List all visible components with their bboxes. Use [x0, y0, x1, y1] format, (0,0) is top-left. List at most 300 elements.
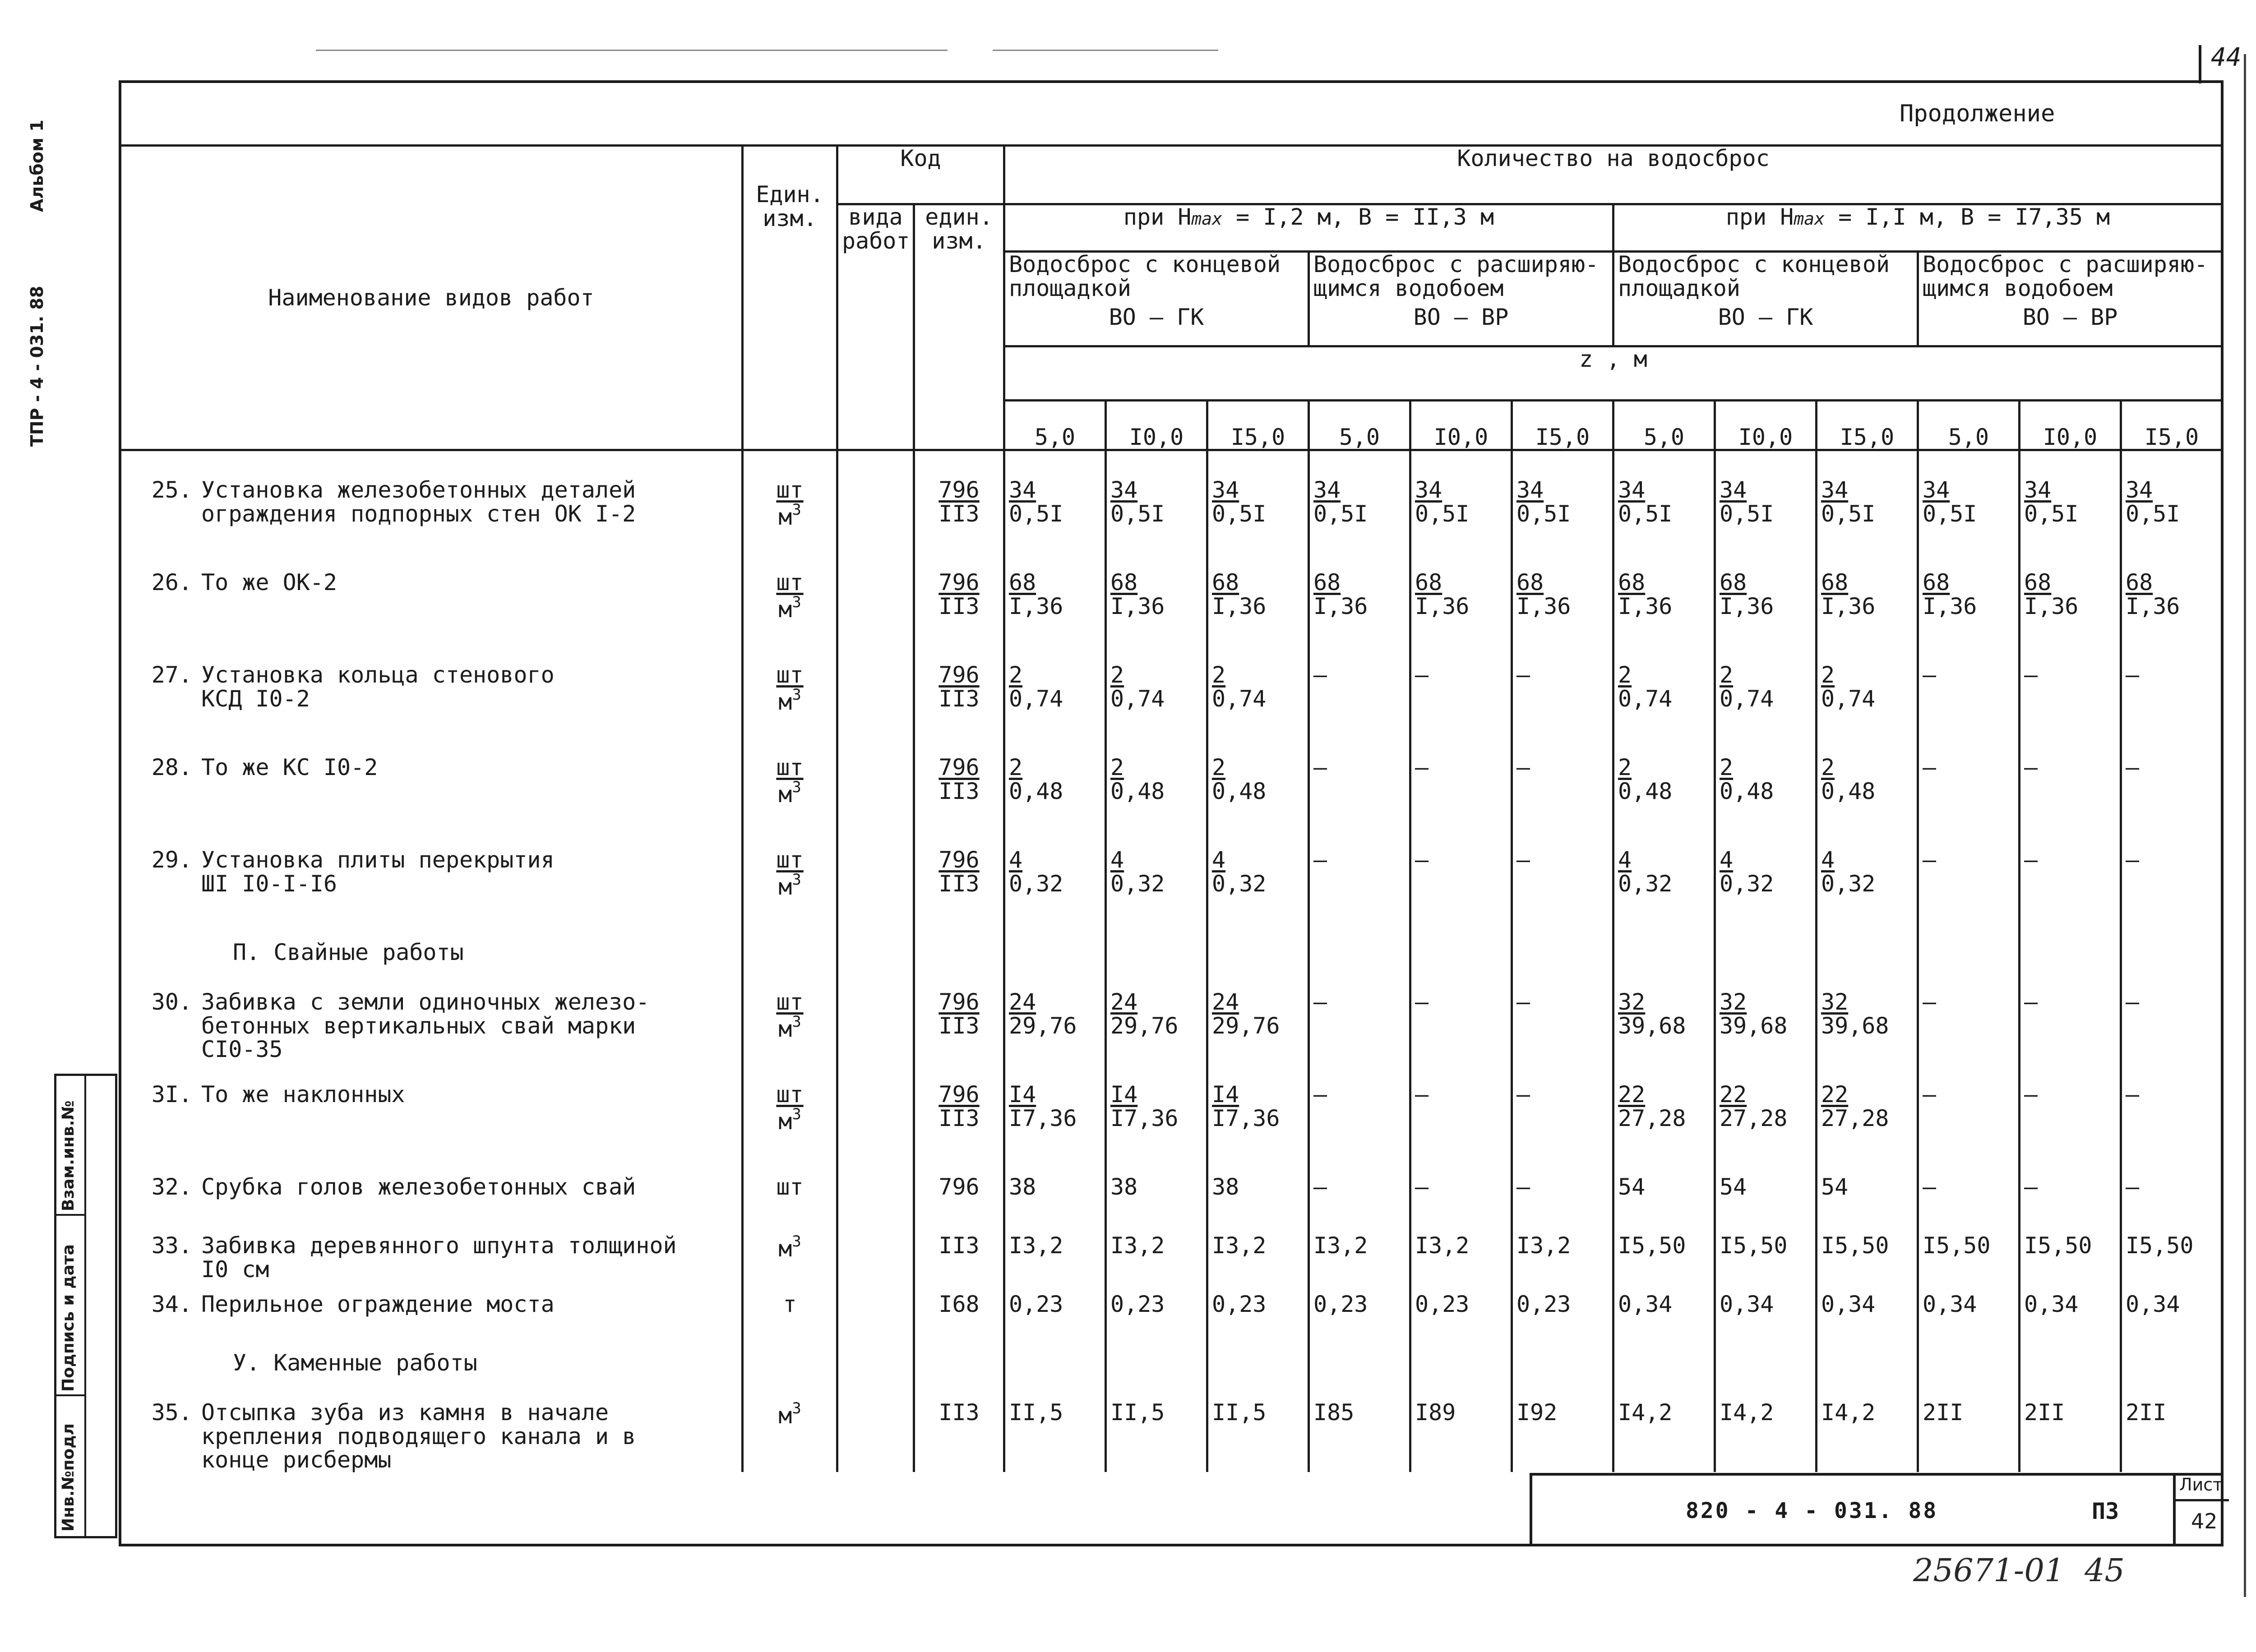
unit-code-numerator: 796: [938, 569, 980, 595]
quantity-fraction: [1009, 756, 1063, 803]
quantity-value: –: [1313, 847, 1327, 873]
quantity-cell: [1309, 450, 1410, 571]
quantity-value: I3,2: [1110, 1232, 1165, 1259]
quantity-fraction: [1923, 571, 1977, 618]
quantity-cell: [1918, 990, 2020, 1083]
quantity-fraction: [1720, 848, 1774, 895]
stamp-cell: [56, 1076, 84, 1216]
album-label: Альбом 1: [27, 120, 47, 212]
quantity-value: I4,2: [1720, 1399, 1774, 1426]
z-value: 5,0: [1309, 401, 1410, 450]
quantity-count: 4: [1821, 847, 1835, 873]
unit-fraction: [776, 756, 803, 806]
unit-cell: [743, 1234, 837, 1292]
quantity-volume: 39,68: [1618, 1012, 1686, 1039]
quantity-cell: [1613, 663, 1715, 756]
empty-cell: [1309, 941, 1410, 990]
quantity-cell: [1918, 1234, 2020, 1292]
unit-numerator: шт: [776, 662, 804, 688]
quantity-value: I5,50: [1618, 1232, 1686, 1259]
quantity-fraction: [1110, 990, 1179, 1038]
quantity-cell: [1918, 571, 2020, 663]
unit-denominator: [776, 1107, 803, 1134]
quantity-cell: [1715, 1234, 1817, 1292]
unit-text: м: [778, 1236, 792, 1262]
section-title: П. Свайные работы: [233, 939, 464, 965]
quantity-cell: [1106, 756, 1207, 848]
unit-denominator: [776, 1014, 803, 1041]
empty-cell: [1207, 1351, 1309, 1401]
unit-code: II3: [938, 1232, 980, 1259]
quantity-cell: [1309, 1292, 1410, 1351]
quantity-cell: [1309, 756, 1410, 848]
section-title: У. Каменные работы: [233, 1350, 477, 1376]
quantity-cell: [1817, 571, 1918, 663]
unit-denominator: [776, 687, 803, 714]
quantity-value: –: [1415, 847, 1429, 873]
quantity-cell: [1918, 1292, 2020, 1351]
quantity-volume: I7,36: [1110, 1105, 1179, 1131]
work-code-cell: [837, 756, 914, 848]
quantity-value: –: [2024, 1081, 2038, 1107]
quantity-cell: [1106, 1292, 1207, 1351]
quantity-value: 0,23: [1110, 1291, 1165, 1317]
row-number: 34.: [151, 1291, 192, 1317]
work-name: Забивка с земли одиночных железо- бетонных вертикальных свай марки СI0-35: [201, 989, 650, 1062]
quantity-value: I5,50: [2126, 1232, 2194, 1259]
quantity-volume: 0,74: [1821, 685, 1876, 712]
quantity-count: 68: [1110, 569, 1138, 595]
quantity-cell: [1512, 450, 1613, 571]
quantity-value: 54: [1720, 1174, 1747, 1200]
work-label: [125, 1234, 738, 1281]
work-name: Срубка голов железобетонных свай: [201, 1174, 636, 1200]
quantity-fraction: [1212, 663, 1266, 711]
quantity-value: –: [1923, 1081, 1937, 1107]
quantity-cell: [1613, 990, 1715, 1083]
quantity-count: 4: [1009, 847, 1023, 873]
quantity-fraction: [1212, 478, 1266, 526]
quantity-fraction: [1212, 756, 1266, 803]
work-name: Забивка деревянного шпунта толщиной I0 см: [201, 1232, 677, 1283]
quantity-count: 2: [1821, 754, 1835, 780]
unit-code-denominator: II3: [938, 593, 980, 619]
quantity-value: –: [1516, 1174, 1530, 1200]
quantity-cell: [1613, 1083, 1715, 1175]
work-name-cell: [120, 1083, 743, 1175]
quantity-cell: [2121, 571, 2223, 663]
unit-code-numerator: 796: [938, 477, 980, 503]
quantity-cell: [1207, 848, 1309, 941]
quantity-cell: [1512, 848, 1613, 941]
quantity-value: I5,50: [2024, 1232, 2092, 1259]
sheet-box: [2173, 1473, 2229, 1546]
quantity-value: –: [2024, 1174, 2038, 1200]
quantity-cell: [1613, 756, 1715, 848]
quantity-volume: 0,32: [1720, 870, 1774, 897]
type-header-gk-1: Водосброс с концевой площадкой ВО – ГК: [1004, 252, 1309, 346]
quantity-value: II,5: [1110, 1399, 1165, 1426]
work-code-cell: [837, 450, 914, 571]
quantity-volume: 27,28: [1821, 1105, 1889, 1131]
z-value: 5,0: [1918, 401, 2020, 450]
quantity-count: 4: [1212, 847, 1226, 873]
quantity-value: 38: [1009, 1174, 1036, 1200]
row-number: 29.: [151, 847, 192, 873]
section-title-cell: [120, 941, 743, 990]
col-header-quantity: Количество на водосброс: [1004, 146, 2223, 204]
quantity-cell: [1512, 1175, 1613, 1234]
unit-denominator-base: м: [778, 1015, 792, 1042]
quantity-cell: [2020, 1401, 2121, 1472]
quantity-cell: [1613, 450, 1715, 571]
empty-cell: [1512, 941, 1613, 990]
unit-code-fraction: [938, 990, 979, 1038]
work-code-cell: [837, 1234, 914, 1292]
work-name-cell: [120, 1234, 743, 1292]
quantity-volume: 0,74: [1618, 685, 1673, 712]
quantity-volume: 0,48: [1110, 778, 1165, 804]
quantity-value: I3,2: [1212, 1232, 1267, 1259]
unit-code-cell: [914, 1234, 1004, 1292]
quantity-fraction: [1821, 848, 1875, 895]
stamp-cell: [56, 1396, 84, 1536]
quantity-value: 0,23: [1313, 1291, 1368, 1317]
works-table-body: [120, 450, 2223, 1472]
quantity-cell: [1004, 1083, 1106, 1175]
quantity-fraction: [1415, 478, 1469, 526]
quantity-count: 2: [1720, 662, 1734, 688]
quantity-volume: 0,48: [1821, 778, 1876, 804]
empty-cell: [1106, 1351, 1207, 1401]
quantity-cell: [1715, 1083, 1817, 1175]
quantity-value: I5,50: [1821, 1232, 1889, 1259]
quantity-cell: [1512, 1401, 1613, 1472]
empty-cell: [1715, 1351, 1817, 1401]
unit-denominator-base: м: [778, 503, 792, 530]
unit-cell: [743, 990, 837, 1083]
quantity-count: 68: [1516, 569, 1544, 595]
quantity-fraction: [1821, 478, 1875, 526]
work-name-cell: [120, 756, 743, 848]
quantity-volume: 0,32: [1009, 870, 1063, 897]
quantity-value: 2II: [2024, 1399, 2065, 1426]
unit-code-cell: [914, 571, 1004, 663]
quantity-cell: [1004, 663, 1106, 756]
quantity-fraction: [1618, 756, 1672, 803]
unit-cell: [743, 1083, 837, 1175]
quantity-cell: [1613, 848, 1715, 941]
quantity-count: I4: [1009, 1081, 1036, 1107]
title-block: [1530, 1473, 2224, 1546]
unit-numerator: шт: [776, 754, 804, 780]
empty-cell: [914, 1351, 1004, 1401]
quantity-count: 22: [1618, 1081, 1646, 1107]
unit-fraction: [776, 990, 803, 1041]
quantity-cell: [2020, 663, 2121, 756]
quantity-cell: [1918, 848, 2020, 941]
quantity-cell: [1613, 1401, 1715, 1472]
work-name: Установка плиты перекрытия ШI I0-I-I6: [201, 847, 555, 897]
quantity-volume: 0,32: [1821, 870, 1876, 897]
unit-text: м: [778, 1403, 792, 1429]
quantity-value: –: [1313, 989, 1327, 1015]
quantity-count: 32: [1618, 989, 1646, 1015]
quantity-value: I5,50: [1720, 1232, 1788, 1259]
quantity-value: –: [2024, 662, 2038, 688]
quantity-value: I3,2: [1415, 1232, 1470, 1259]
quantity-count: I4: [1110, 1081, 1138, 1107]
work-label: [125, 1083, 738, 1107]
unit-superscript: 3: [792, 1105, 801, 1123]
quantity-cell: [1106, 1175, 1207, 1234]
quantity-cell: [1918, 450, 2020, 571]
col-header-unit-code: един. изм.: [914, 204, 1004, 450]
section-title-cell: [120, 1351, 743, 1401]
quantity-volume: 39,68: [1821, 1012, 1889, 1039]
quantity-count: 34: [1313, 477, 1341, 503]
quantity-cell: [1207, 990, 1309, 1083]
unit-denominator: [776, 872, 803, 899]
z-value: I0,0: [1410, 401, 1512, 450]
empty-cell: [1918, 941, 2020, 990]
quantity-value: –: [1516, 754, 1530, 780]
unit-code-cell: [914, 848, 1004, 941]
quantity-count: 4: [1110, 847, 1124, 873]
quantity-cell: [2121, 756, 2223, 848]
unit-text: т: [783, 1291, 797, 1317]
doc-code-label: ТПР - 4 - 031. 88: [27, 286, 47, 447]
z-header: z , м: [1004, 346, 2223, 401]
quantity-fraction: [1720, 756, 1774, 803]
quantity-volume: 0,32: [1212, 870, 1267, 897]
empty-cell: [837, 1351, 914, 1401]
quantity-count: 32: [1720, 989, 1747, 1015]
empty-cell: [914, 941, 1004, 990]
quantity-value: –: [2024, 847, 2038, 873]
quantity-fraction: [1415, 571, 1469, 618]
quantity-cell: [1207, 756, 1309, 848]
quantity-cell: [1817, 1083, 1918, 1175]
unit-code: 796: [938, 1174, 980, 1200]
work-code-cell: [837, 1175, 914, 1234]
quantity-count: 68: [1923, 569, 1950, 595]
quantity-value: –: [2126, 989, 2140, 1015]
quantity-value: –: [2126, 754, 2140, 780]
quantity-volume: 0,5I: [2126, 500, 2180, 527]
quantity-cell: [1004, 450, 1106, 571]
empty-cell: [2121, 1351, 2223, 1401]
quantity-value: –: [1313, 1174, 1327, 1200]
work-name-cell: [120, 663, 743, 756]
work-name-cell: [120, 1401, 743, 1472]
quantity-cell: [2020, 848, 2121, 941]
quantity-volume: I,36: [1923, 593, 1977, 619]
quantity-fraction: [1009, 848, 1063, 895]
unit-cell: [743, 756, 837, 848]
quantity-count: 34: [1618, 477, 1646, 503]
unit-denominator: [776, 780, 803, 807]
work-label: [125, 1292, 738, 1316]
quantity-volume: 29,76: [1009, 1012, 1077, 1039]
quantity-fraction: [1313, 571, 1368, 618]
sheet-label: Лист: [2179, 1475, 2223, 1495]
quantity-volume: 0,74: [1009, 685, 1063, 712]
empty-cell: [2121, 941, 2223, 990]
quantity-volume: 0,74: [1720, 685, 1774, 712]
works-table: [119, 144, 2224, 1472]
quantity-volume: 29,76: [1110, 1012, 1179, 1039]
type-header-vr-1: Водосброс с расширяю- щимся водобоем ВО – ВР: [1309, 252, 1613, 346]
work-label: [125, 1175, 738, 1199]
quantity-cell: [1715, 450, 1817, 571]
table-row: [120, 663, 2223, 756]
right-margin-line: [2244, 54, 2246, 1597]
quantity-volume: I,36: [1009, 593, 1063, 619]
z-value: I5,0: [2121, 401, 2223, 450]
quantity-volume: 0,5I: [2024, 500, 2079, 527]
quantity-value: –: [2126, 1081, 2140, 1107]
row-number: 25.: [151, 477, 192, 503]
quantity-cell: [1309, 1234, 1410, 1292]
title-block-doc: ПЗ: [2092, 1498, 2119, 1524]
quantity-cell: [2020, 1083, 2121, 1175]
quantity-cell: [1512, 1083, 1613, 1175]
quantity-value: II,5: [1212, 1399, 1267, 1426]
unit-code-denominator: II3: [938, 870, 980, 897]
z-value: I5,0: [1512, 401, 1613, 450]
z-value: I0,0: [1715, 401, 1817, 450]
row-number: 30.: [151, 989, 192, 1015]
quantity-count: 22: [1720, 1081, 1747, 1107]
work-code-cell: [837, 1292, 914, 1351]
quantity-count: 68: [2024, 569, 2052, 595]
quantity-cell: [1715, 756, 1817, 848]
quantity-cell: [1410, 1292, 1512, 1351]
unit-fraction: [776, 571, 803, 621]
quantity-cell: [1918, 1175, 2020, 1234]
empty-cell: [743, 1351, 837, 1401]
quantity-value: I4,2: [1821, 1399, 1876, 1426]
quantity-cell: [1004, 848, 1106, 941]
quantity-value: 54: [1618, 1174, 1646, 1200]
table-row: [120, 990, 2223, 1083]
unit-cell: [743, 450, 837, 571]
stamp-divider: [84, 1076, 86, 1536]
quantity-volume: 0,48: [1720, 778, 1774, 804]
quantity-value: –: [1923, 1174, 1937, 1200]
quantity-count: 2: [1110, 754, 1124, 780]
quantity-value: –: [1923, 662, 1937, 688]
quantity-cell: [2020, 1292, 2121, 1351]
unit-numerator: шт: [776, 989, 804, 1015]
quantity-fraction: [2024, 478, 2078, 526]
quantity-cell: [1918, 1083, 2020, 1175]
quantity-value: 0,34: [1821, 1291, 1876, 1317]
work-name-cell: [120, 450, 743, 571]
quantity-cell: [1106, 663, 1207, 756]
quantity-count: 68: [1415, 569, 1442, 595]
work-label: [125, 478, 738, 526]
unit-denominator: [776, 595, 803, 622]
quantity-cell: [1918, 756, 2020, 848]
unit-numerator: шт: [776, 477, 804, 503]
quantity-fraction: [1821, 756, 1875, 803]
quantity-cell: [1106, 848, 1207, 941]
quantity-cell: [1613, 1234, 1715, 1292]
quantity-cell: [1106, 571, 1207, 663]
empty-cell: [1309, 1351, 1410, 1401]
quantity-cell: [2121, 663, 2223, 756]
row-number: 35.: [151, 1399, 192, 1426]
unit-superscript: 3: [792, 1012, 801, 1031]
col-header-unit: Един. изм.: [743, 146, 837, 450]
quantity-cell: [1817, 1175, 1918, 1234]
group-header-2: при Hmax = I,I м, B = I7,35 м: [1613, 204, 2223, 252]
unit-superscript: 3: [792, 500, 801, 519]
work-code-cell: [837, 1083, 914, 1175]
quantity-value: –: [1516, 989, 1530, 1015]
quantity-cell: [2121, 1083, 2223, 1175]
quantity-fraction: [1618, 571, 1672, 618]
quantity-cell: [1207, 1401, 1309, 1472]
unit-numerator: шт: [776, 569, 804, 595]
quantity-cell: [1207, 663, 1309, 756]
quantity-value: I3,2: [1009, 1232, 1063, 1259]
top-dash-line: [316, 50, 948, 51]
work-name-cell: [120, 848, 743, 941]
quantity-fraction: [1821, 663, 1875, 711]
quantity-cell: [1512, 756, 1613, 848]
quantity-volume: 0,48: [1618, 778, 1673, 804]
quantity-fraction: [2126, 478, 2180, 526]
empty-cell: [1613, 941, 1715, 990]
unit-code-cell: [914, 450, 1004, 571]
quantity-value: –: [1415, 989, 1429, 1015]
unit-fraction: [776, 848, 803, 899]
row-number: 32.: [151, 1174, 192, 1200]
quantity-volume: 0,5I: [1110, 500, 1165, 527]
table-row: [120, 1292, 2223, 1351]
quantity-volume: 0,5I: [1415, 500, 1470, 527]
empty-cell: [1004, 941, 1106, 990]
quantity-cell: [1207, 450, 1309, 571]
unit-code: I68: [938, 1291, 980, 1317]
unit-superscript: 3: [792, 1232, 801, 1251]
unit-code-numerator: 796: [938, 1081, 980, 1107]
quantity-value: 2II: [1923, 1399, 1964, 1426]
quantity-cell: [1817, 663, 1918, 756]
quantity-cell: [1410, 848, 1512, 941]
quantity-cell: [1309, 1083, 1410, 1175]
quantity-count: 68: [1720, 569, 1747, 595]
quantity-fraction: [1110, 571, 1165, 618]
quantity-volume: 0,5I: [1821, 500, 1876, 527]
unit-superscript: 3: [792, 870, 801, 889]
quantity-count: 2: [1212, 754, 1226, 780]
unit-code-cell: [914, 990, 1004, 1083]
section-row: [120, 941, 2223, 990]
quantity-volume: 0,5I: [1923, 500, 1977, 527]
unit-cell: [743, 1175, 837, 1234]
quantity-cell: [1410, 450, 1512, 571]
unit-code-fraction: [938, 663, 979, 711]
z-value: I5,0: [1817, 401, 1918, 450]
quantity-cell: [1817, 990, 1918, 1083]
quantity-cell: [1817, 848, 1918, 941]
quantity-cell: [1207, 1083, 1309, 1175]
quantity-count: 2: [1009, 662, 1023, 688]
